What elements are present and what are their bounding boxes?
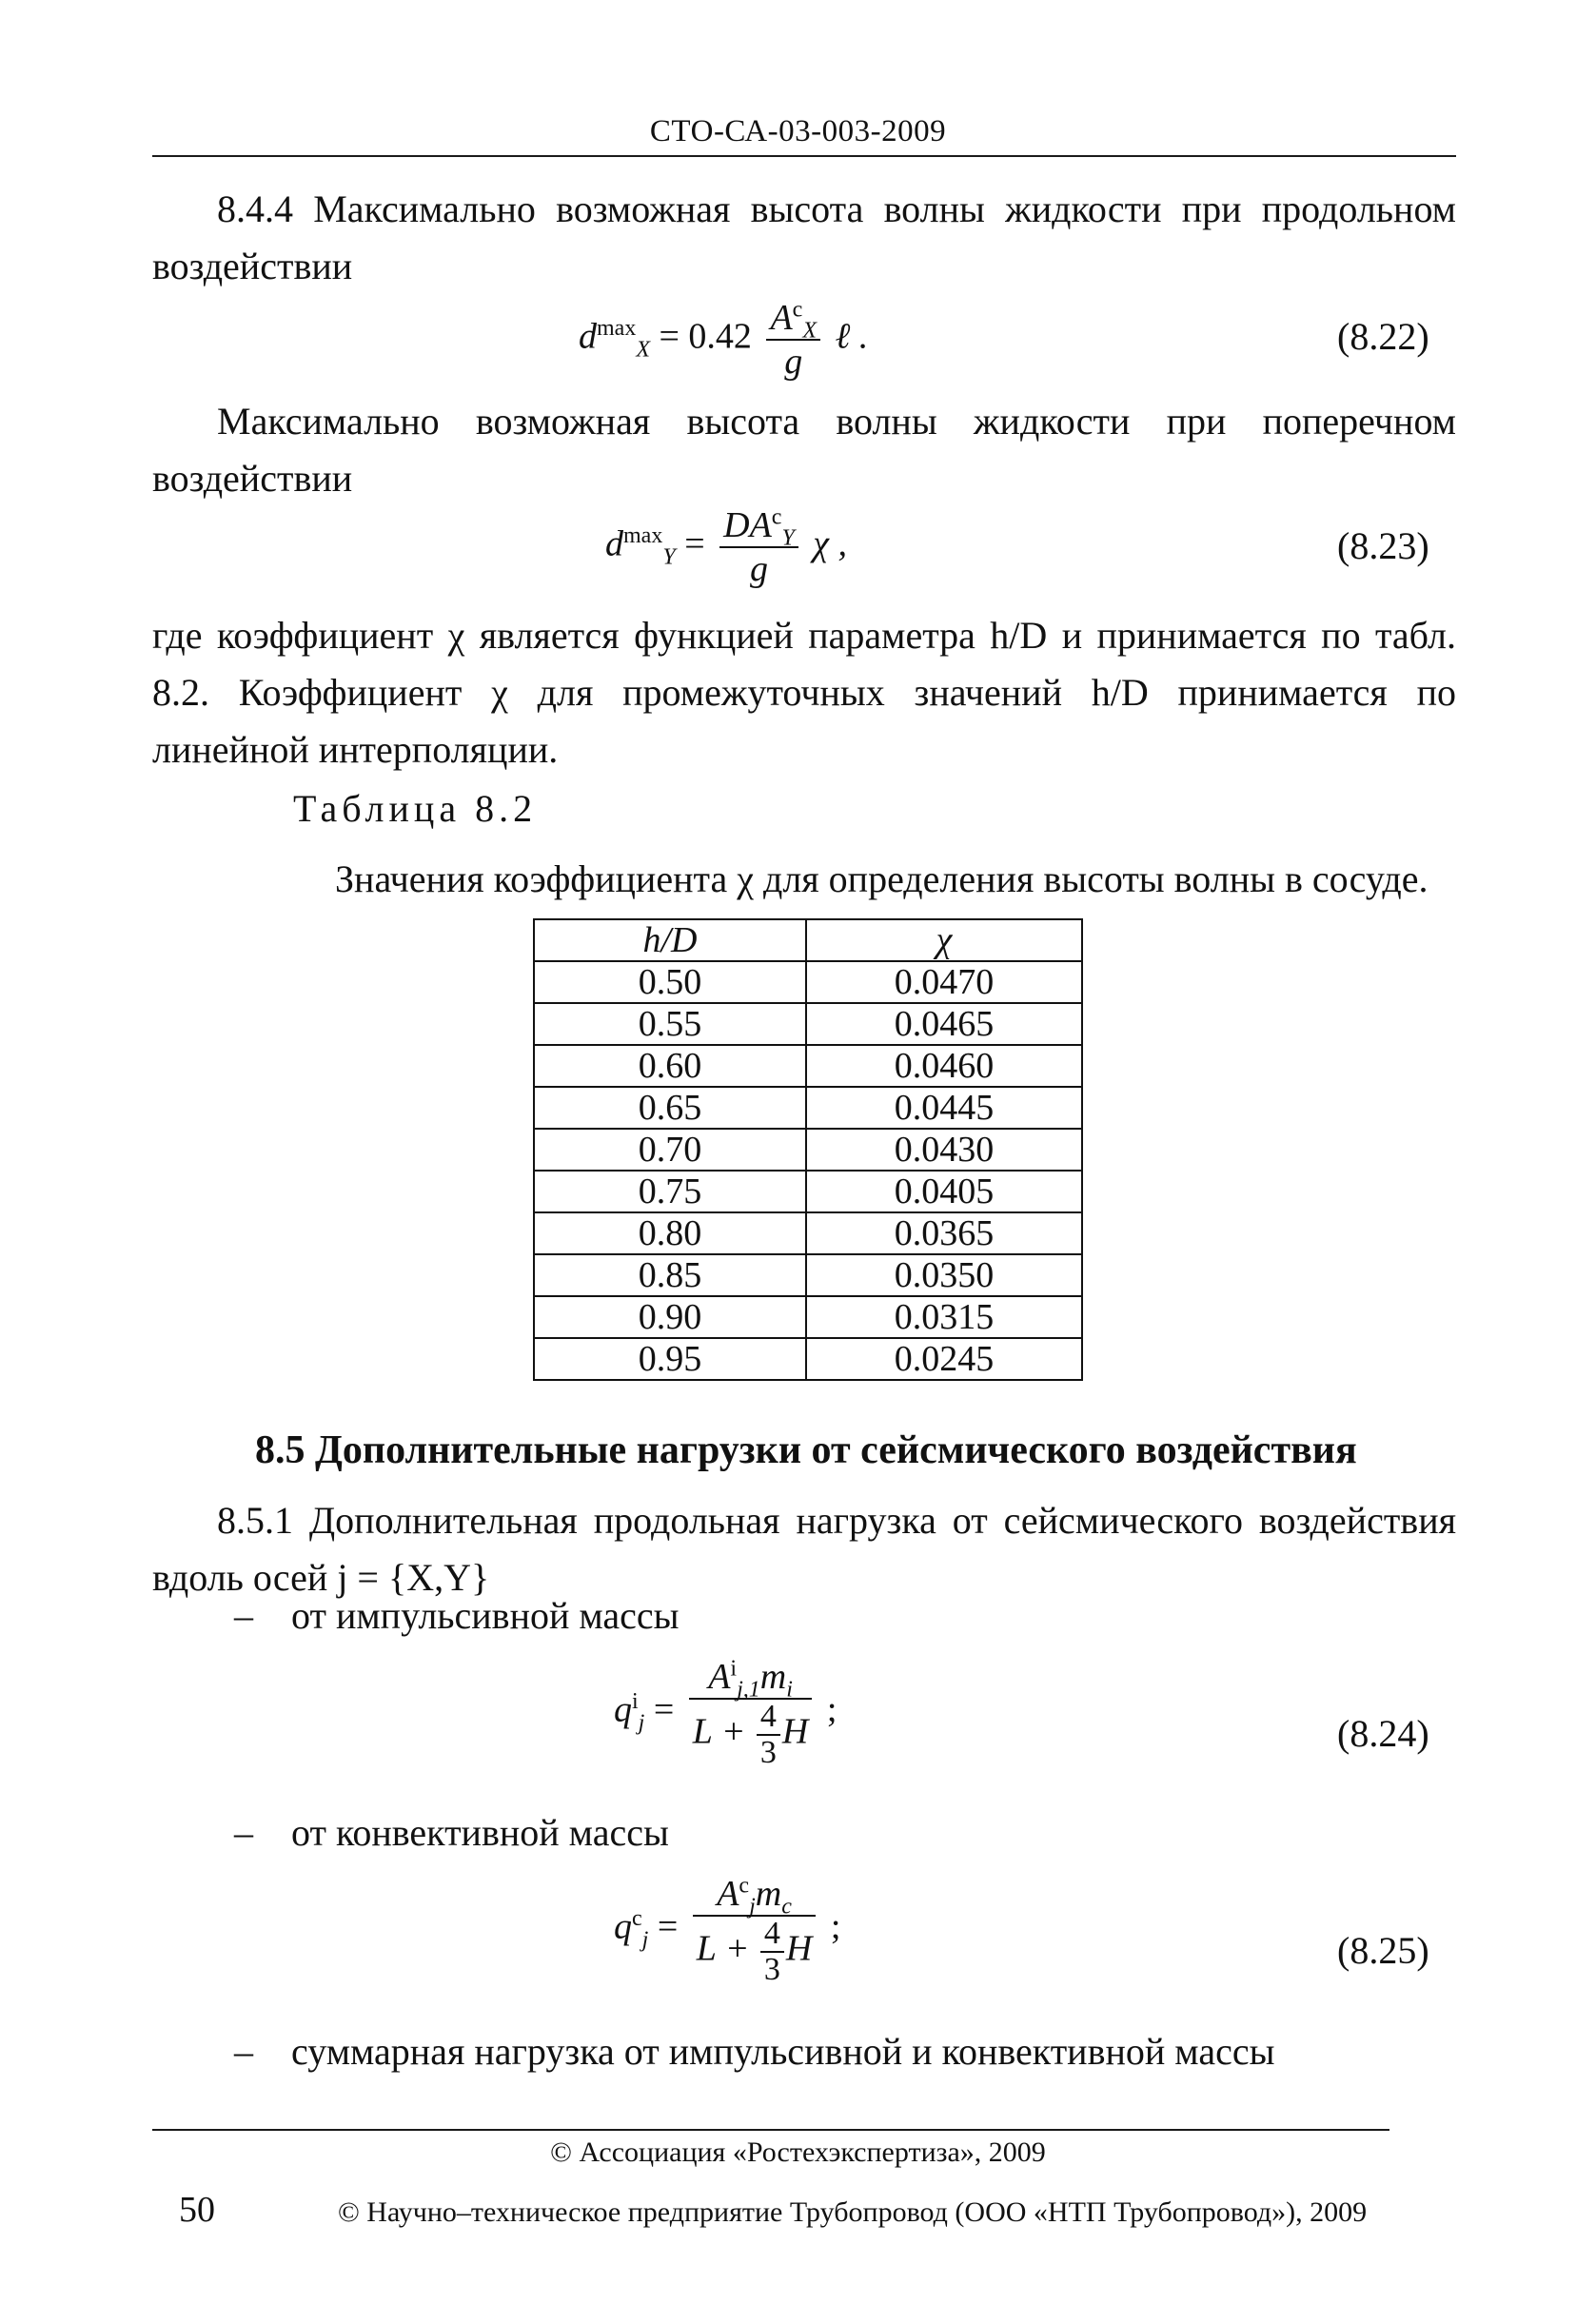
table-row <box>534 1003 1082 1045</box>
cell-hd-value: 0.80 <box>534 1212 806 1254</box>
cell-chi-value: 0.0350 <box>806 1254 1082 1296</box>
table-row <box>534 1129 1082 1171</box>
cell-hd-value: 0.55 <box>534 1003 806 1045</box>
table-row <box>534 1045 1082 1087</box>
chi-table <box>533 918 1083 1381</box>
paragraph-8-4-4: 8.4.4 Максимально возможная высота волны жидкости при продольном воздействии <box>152 187 1456 287</box>
equation-number-8-23: (8.23) <box>1337 524 1429 567</box>
fraction: $A^i_{j,1}m_i$ L + $\frac{4}{3}$ H <box>689 1656 813 1770</box>
cell-chi-value: 0.0365 <box>806 1212 1082 1254</box>
paragraph-8-5-1: 8.5.1 Дополнительная продольная нагрузка от сейсмического воздействия вдоль осей j = {X,Y} <box>152 1499 1456 1599</box>
list-item-total: – суммарная нагрузка от импульсивной и конвективной массы <box>234 2030 1275 2073</box>
equation-number-8-24: (8.24) <box>1337 1712 1429 1755</box>
cell-hd-value: 0.60 <box>534 1045 806 1087</box>
cell-chi-value: 0.0470 <box>806 961 1082 1003</box>
cell-chi-value: 0.0445 <box>806 1087 1082 1129</box>
table-row <box>534 1338 1082 1380</box>
cell-chi-value: 0.0460 <box>806 1045 1082 1087</box>
table-row <box>534 1254 1082 1296</box>
paragraph-transverse: Максимально возможная высота волны жидкости при поперечном воздействии <box>152 400 1456 500</box>
cell-chi-value: 0.0245 <box>806 1338 1082 1380</box>
table-row <box>534 1212 1082 1254</box>
cell-hd-value: 0.95 <box>534 1338 806 1380</box>
table-row <box>534 1087 1082 1129</box>
equation-number-8-25: (8.25) <box>1337 1929 1429 1972</box>
footer-rule <box>152 2129 1389 2131</box>
equation-8-23: $d^{max}_Y$ = $\frac{DA^c_Y}{g}$ χ , <box>605 504 848 589</box>
cell-hd-value: 0.50 <box>534 961 806 1003</box>
section-heading-8-5: 8.5 Дополнительные нагрузки от сейсмического воздействия <box>255 1428 1357 1472</box>
cell-chi-value: 0.0405 <box>806 1171 1082 1212</box>
fraction: $\frac{DA^c_Y}{g}$ <box>719 504 798 590</box>
equation-number-8-22: (8.22) <box>1337 315 1429 358</box>
table-caption: Таблица 8.2 <box>293 787 538 830</box>
list-item-convective: – от конвективной массы <box>234 1811 669 1854</box>
footer-copyright-company: © Научно–техническое предприятие Трубопровод (ООО «НТП Трубопровод»), 2009 <box>338 2196 1368 2228</box>
column-header-chi: χ <box>806 919 1082 961</box>
cell-hd-value: 0.75 <box>534 1171 806 1212</box>
equation-8-24: $q^i_j$ = $A^i_{j,1}m_i$ L + $\frac{4}{3}$ H ; <box>614 1656 837 1770</box>
document-code-header: СТО-СА-03-003-2009 <box>649 114 947 148</box>
page-number: 50 <box>179 2190 215 2230</box>
header-rule <box>152 155 1456 157</box>
paragraph-chi-coefficient: где коэффициент χ является функцией параметра h/D и принимается по табл. 8.2. Коэффициент χ для промежуточных значений h/D принимается по линейной интерполяции. <box>152 614 1456 771</box>
cell-hd-value: 0.65 <box>534 1087 806 1129</box>
column-header-hd: h/D <box>534 919 806 961</box>
table-header-row <box>534 919 1082 961</box>
footer-copyright-association: © Ассоциация «Ростехэкспертиза», 2009 <box>550 2137 1046 2168</box>
cell-chi-value: 0.0430 <box>806 1129 1082 1171</box>
table-row <box>534 1296 1082 1338</box>
list-item-impulsive: – от импульсивной массы <box>234 1594 680 1637</box>
cell-hd-value: 0.90 <box>534 1296 806 1338</box>
cell-hd-value: 0.85 <box>534 1254 806 1296</box>
cell-chi-value: 0.0315 <box>806 1296 1082 1338</box>
cell-chi-value: 0.0465 <box>806 1003 1082 1045</box>
fraction: $\frac{A^c_X}{g}$ <box>766 297 820 383</box>
equation-8-22: $d^{max}_X = 0.42$ $\frac{A^c_X}{g}$ ℓ . <box>579 297 869 382</box>
cell-hd-value: 0.70 <box>534 1129 806 1171</box>
fraction: $A^c_jm_c$ L + $\frac{4}{3}$ H <box>693 1873 817 1987</box>
table-row <box>534 1171 1082 1212</box>
equation-8-25: $q^c_j$ = $A^c_jm_c$ L + $\frac{4}{3}$ H ; <box>614 1873 841 1987</box>
table-row <box>534 961 1082 1003</box>
table-title: Значения коэффициента χ для определения высоты волны в сосуде. <box>335 857 1429 900</box>
